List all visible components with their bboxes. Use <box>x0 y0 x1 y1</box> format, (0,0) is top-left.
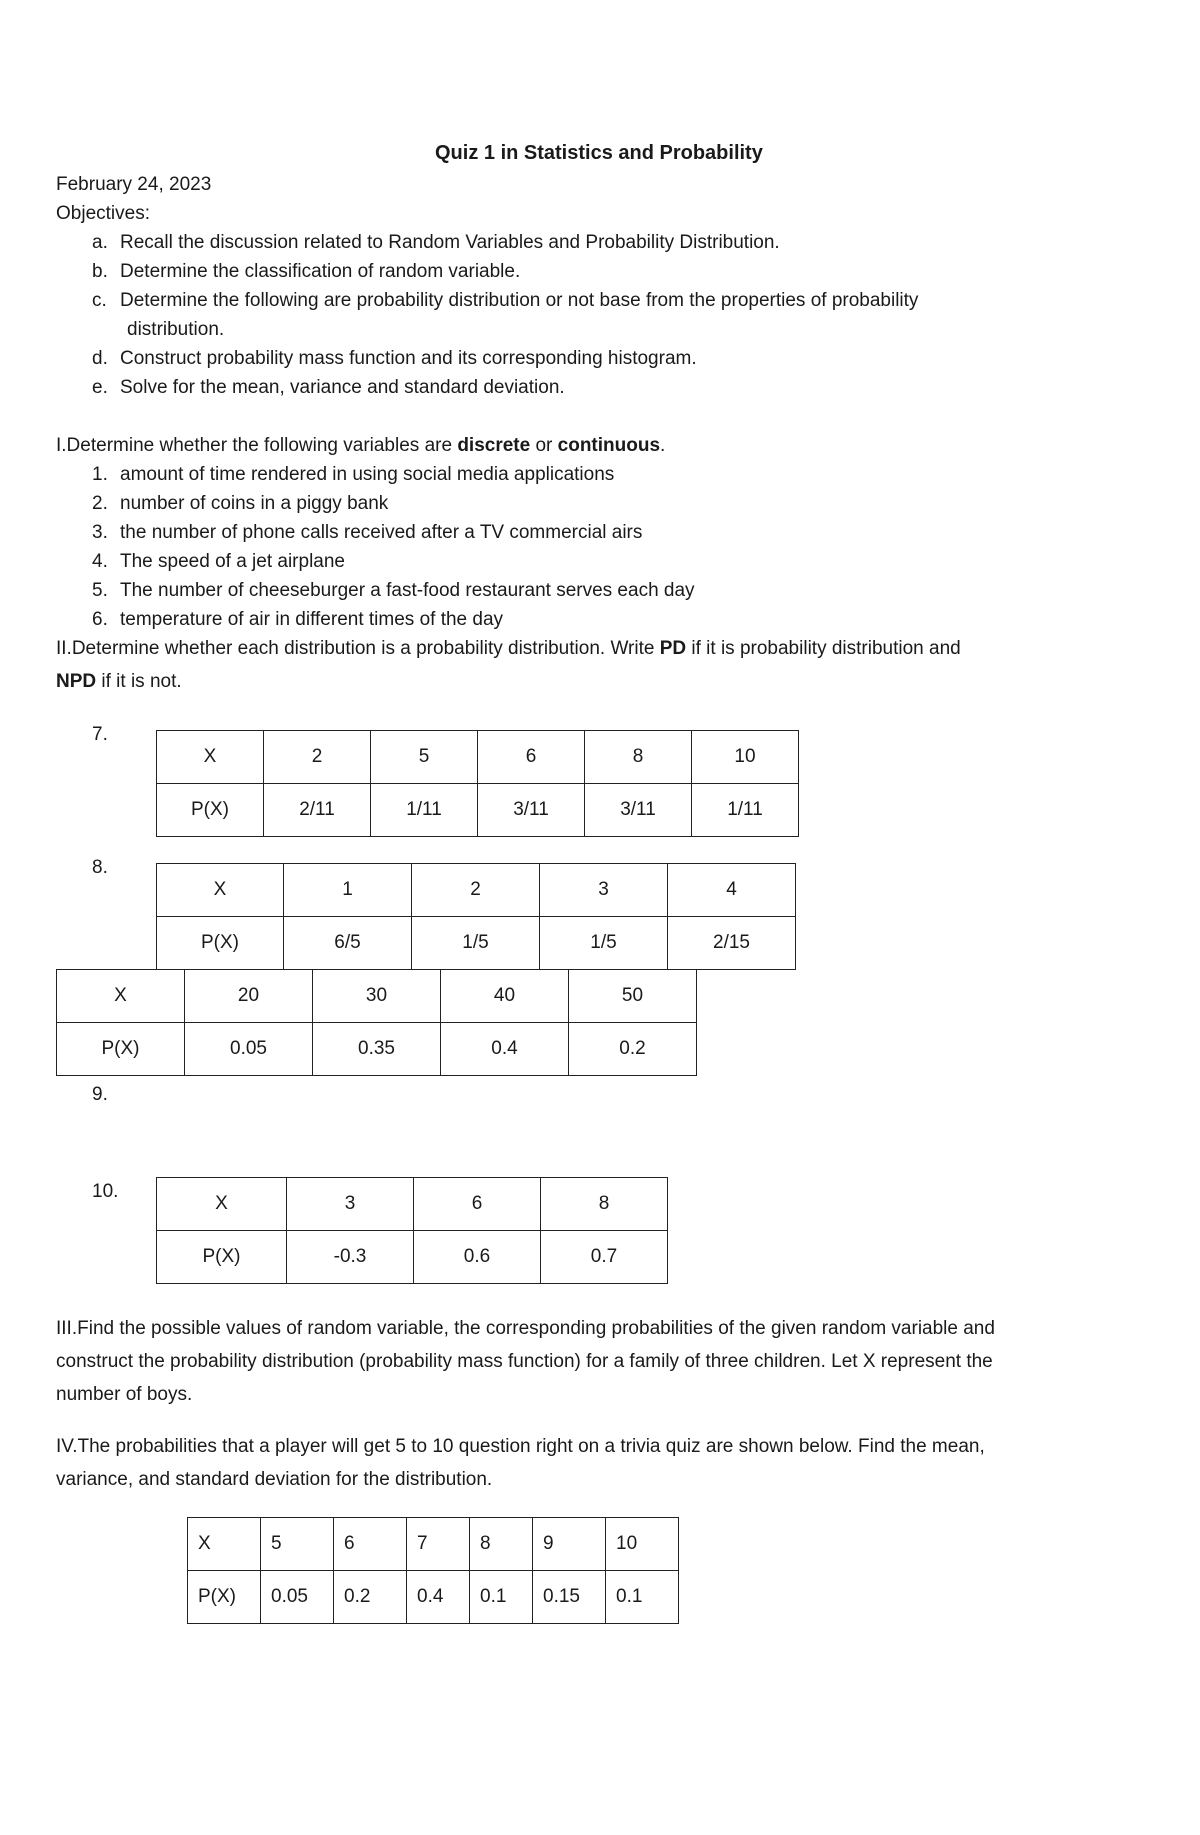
table-row-p <box>188 1571 679 1624</box>
table-q8 <box>156 863 796 970</box>
table-cell: 0.15 <box>533 1571 606 1624</box>
objective-letter: d. <box>92 348 108 369</box>
part1-prefix: I.Determine whether the following variables are <box>56 435 458 456</box>
question-item <box>92 522 642 544</box>
table-cell: 0.05 <box>261 1571 334 1624</box>
table-cell: P(X) <box>157 1231 287 1284</box>
part3-line1: III.Find the possible values of random variable, the corresponding probabilities of the given random variable and <box>56 1318 995 1339</box>
table-row-p <box>157 784 799 837</box>
table-cell: X <box>157 1178 287 1231</box>
objective-continuation: distribution. <box>127 319 225 340</box>
question-text: the number of phone calls received after a TV commercial airs <box>120 522 643 543</box>
objective-text: Solve for the mean, variance and standard deviation. <box>120 377 565 398</box>
table-cell: 7 <box>407 1518 470 1571</box>
table-part4 <box>187 1517 679 1624</box>
table-cell: X <box>188 1518 261 1571</box>
table-cell: 10 <box>692 731 799 784</box>
table-row-p <box>57 1023 697 1076</box>
part2-line1 <box>56 638 961 660</box>
part1-continuous: continuous <box>557 435 661 456</box>
table-cell: 8 <box>585 731 692 784</box>
table-cell: X <box>57 970 185 1023</box>
table-cell: 2/15 <box>668 917 796 970</box>
question-text: The number of cheeseburger a fast-food restaurant serves each day <box>120 580 695 601</box>
objective-text: Determine the classification of random variable. <box>120 261 521 282</box>
part3-line2: construct the probability distribution (probability mass function) for a family of three children. Let X represent the <box>56 1351 993 1372</box>
objective-letter: c. <box>92 290 107 311</box>
question-item <box>92 609 503 631</box>
table-cell: 6/5 <box>284 917 412 970</box>
table-cell: 10 <box>606 1518 679 1571</box>
table-cell: 5 <box>371 731 478 784</box>
table-cell: 20 <box>185 970 313 1023</box>
table-cell: 0.6 <box>414 1231 541 1284</box>
table-row-p <box>157 1231 668 1284</box>
table-row-x <box>57 970 697 1023</box>
table-cell: 0.4 <box>407 1571 470 1624</box>
table-cell: 5 <box>261 1518 334 1571</box>
table-row-p <box>157 917 796 970</box>
part2-text-c: if it is not. <box>96 671 182 692</box>
question-item <box>92 464 614 486</box>
objective-item <box>92 290 918 312</box>
table-q10 <box>156 1177 668 1284</box>
table-cell: P(X) <box>157 917 284 970</box>
question-number: 1. <box>92 464 108 485</box>
part3-line3: number of boys. <box>56 1384 193 1405</box>
table-cell: 6 <box>414 1178 541 1231</box>
table-cell: 1/5 <box>412 917 540 970</box>
part2-text-a: II.Determine whether each distribution is a probability distribution. Write <box>56 638 660 659</box>
table-cell: X <box>157 731 264 784</box>
question-number: 5. <box>92 580 108 601</box>
question-text: temperature of air in different times of the day <box>120 609 504 630</box>
objective-item <box>92 377 565 399</box>
table-q9 <box>56 969 697 1076</box>
table-row-x <box>157 864 796 917</box>
objectives-label: Objectives: <box>56 203 150 224</box>
objective-text: Determine the following are probability distribution or not base from the properties of probability <box>120 290 919 311</box>
question-text: amount of time rendered in using social media applications <box>120 464 615 485</box>
part2-text-b: if it is probability distribution and <box>686 638 961 659</box>
table-cell: 3 <box>540 864 668 917</box>
table-cell: 0.4 <box>441 1023 569 1076</box>
part1-end: . <box>660 435 666 456</box>
objective-text: Recall the discussion related to Random Variables and Probability Distribution. <box>120 232 780 253</box>
table-cell: 8 <box>470 1518 533 1571</box>
part1-or: or <box>530 435 558 456</box>
table-cell: 0.05 <box>185 1023 313 1076</box>
table-cell: 0.1 <box>470 1571 533 1624</box>
part2-npd: NPD <box>56 671 97 692</box>
table-cell: -0.3 <box>287 1231 414 1284</box>
question-number: 6. <box>92 609 108 630</box>
objective-letter: b. <box>92 261 108 282</box>
table-cell: P(X) <box>57 1023 185 1076</box>
table-cell: 30 <box>313 970 441 1023</box>
part1-discrete: discrete <box>457 435 531 456</box>
question-text: number of coins in a piggy bank <box>120 493 389 514</box>
objective-text: Construct probability mass function and its corresponding histogram. <box>120 348 697 369</box>
table-cell: 3 <box>287 1178 414 1231</box>
objective-item <box>92 261 520 283</box>
table-cell: 0.2 <box>334 1571 407 1624</box>
question-number-10: 10. <box>92 1181 119 1202</box>
table-cell: 6 <box>334 1518 407 1571</box>
table-cell: 1 <box>284 864 412 917</box>
table-cell: 2 <box>412 864 540 917</box>
part4-line1: IV.The probabilities that a player will get 5 to 10 question right on a trivia quiz are shown below. Find the mean, <box>56 1436 985 1457</box>
question-text: The speed of a jet airplane <box>120 551 345 572</box>
question-item <box>92 493 388 515</box>
question-item <box>92 551 345 573</box>
question-number: 3. <box>92 522 108 543</box>
table-cell: 0.35 <box>313 1023 441 1076</box>
table-row-x <box>188 1518 679 1571</box>
table-cell: 1/11 <box>692 784 799 837</box>
table-cell: P(X) <box>157 784 264 837</box>
question-number-7: 7. <box>92 724 108 745</box>
part2-line2 <box>56 671 182 693</box>
table-cell: P(X) <box>188 1571 261 1624</box>
question-number-9: 9. <box>92 1084 108 1105</box>
objective-letter: e. <box>92 377 108 398</box>
objective-letter: a. <box>92 232 108 253</box>
table-cell: 9 <box>533 1518 606 1571</box>
objective-item <box>92 348 697 370</box>
part1-heading <box>56 435 665 457</box>
table-cell: 4 <box>668 864 796 917</box>
table-cell: 2/11 <box>264 784 371 837</box>
table-cell: 3/11 <box>585 784 692 837</box>
table-cell: 50 <box>569 970 697 1023</box>
objective-item <box>92 232 780 254</box>
page-title: Quiz 1 in Statistics and Probability <box>435 142 763 164</box>
question-item <box>92 580 695 602</box>
table-row-x <box>157 731 799 784</box>
table-q7 <box>156 730 799 837</box>
table-cell: X <box>157 864 284 917</box>
table-cell: 40 <box>441 970 569 1023</box>
table-cell: 1/5 <box>540 917 668 970</box>
table-cell: 2 <box>264 731 371 784</box>
table-row-x <box>157 1178 668 1231</box>
question-number-8: 8. <box>92 857 108 878</box>
table-cell: 0.1 <box>606 1571 679 1624</box>
question-number: 2. <box>92 493 108 514</box>
table-cell: 0.2 <box>569 1023 697 1076</box>
question-number: 4. <box>92 551 108 572</box>
table-cell: 0.7 <box>541 1231 668 1284</box>
table-cell: 1/11 <box>371 784 478 837</box>
part4-line2: variance, and standard deviation for the distribution. <box>56 1469 493 1490</box>
table-cell: 8 <box>541 1178 668 1231</box>
quiz-date: February 24, 2023 <box>56 174 212 195</box>
part2-pd: PD <box>659 638 687 659</box>
table-cell: 3/11 <box>478 784 585 837</box>
table-cell: 6 <box>478 731 585 784</box>
